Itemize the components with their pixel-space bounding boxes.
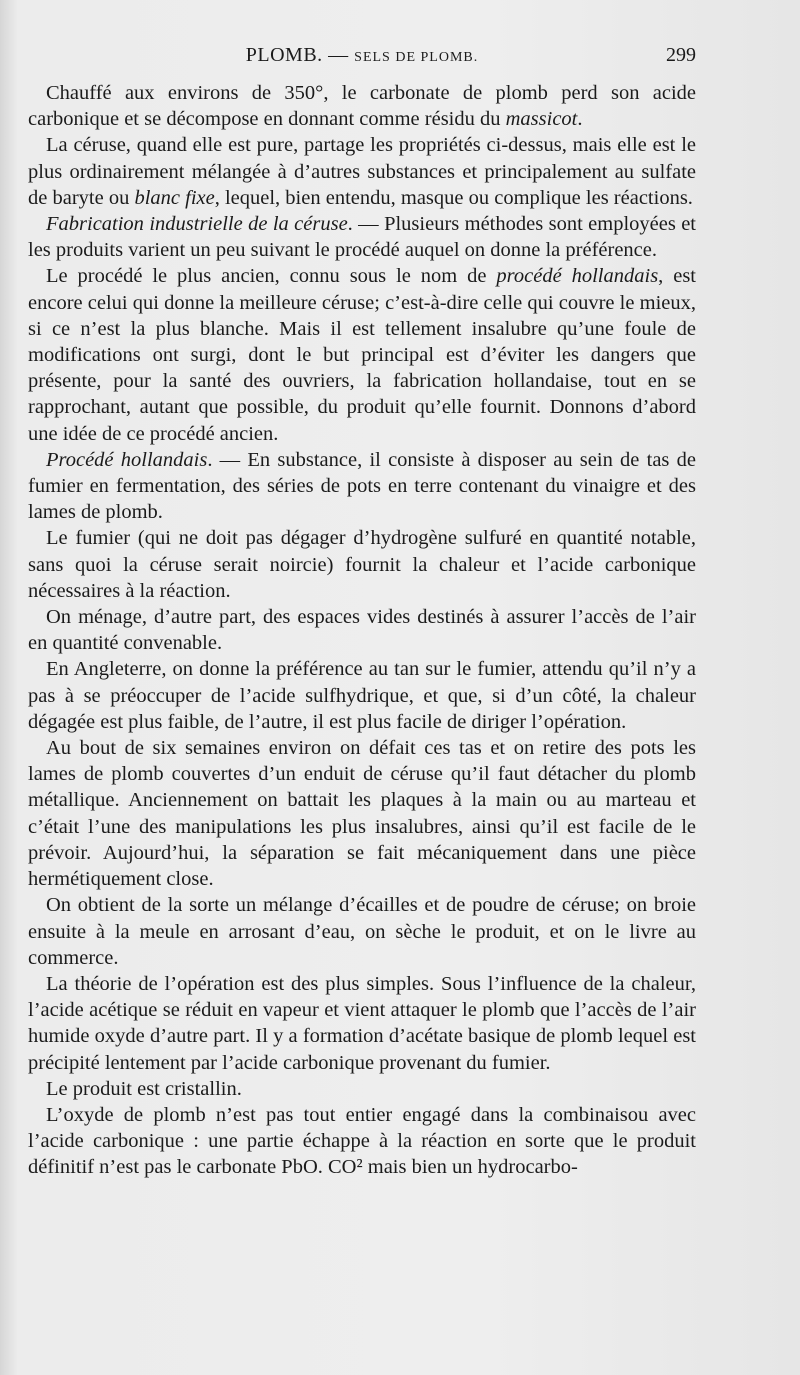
- text-run: Chauffé aux environs de 350°, le carbonate de plomb perd son acide carbonique et se décompose en donnant comme résidu du: [28, 82, 696, 131]
- paragraph: [28, 80, 696, 132]
- text-run: .: [577, 108, 583, 131]
- text-run: . — Plusieurs méthodes sont employées et les produits varient un peu suivant le procédé auquel on donne la préférence.: [28, 213, 696, 262]
- text-run: Le fumier (qui ne doit pas dégager d’hydrogène sulfuré en quantité notable, sans quoi la céruse serait noircie) fournit la chaleur et l’acide carbonique nécessaires à la réaction.: [28, 527, 696, 602]
- text-run: , lequel, bien entendu, masque ou complique les réactions.: [214, 186, 693, 209]
- paragraph: [28, 604, 696, 656]
- paragraph: [28, 1102, 696, 1181]
- italic-text: Procédé hollandais: [46, 448, 208, 471]
- text-run: En Angleterre, on donne la préférence au tan sur le fumier, attendu qu’il n’y a pas à se préoccuper de l’acide sulfhydrique, et que, si d’un côté, la chaleur dégagée est plus faible, de l’autre, il est plus facile de diriger l’opération.: [28, 658, 696, 733]
- paragraph: [28, 656, 696, 735]
- italic-text: Fabrication industrielle de la céruse: [46, 213, 348, 236]
- paragraph: [28, 892, 696, 971]
- text-run: On obtient de la sorte un mélange d’écailles et de poudre de céruse; on broie ensuite à la meule en arrosant d’eau, on sèche le produit, et on le livre au commerce.: [28, 894, 696, 969]
- paragraph: [28, 263, 696, 446]
- running-title-main: PLOMB.: [245, 44, 323, 66]
- italic-text: massicot: [505, 108, 578, 131]
- running-title-dash: —: [322, 44, 355, 66]
- page-header: [28, 44, 696, 74]
- running-title-sub: SELS DE PLOMB.: [354, 50, 479, 65]
- text-run: . — En substance, il consiste à disposer au sein de tas de fumier en fermentation, des séries de pots en terre contenant du vinaigre et des lames de plomb.: [28, 448, 696, 524]
- italic-text: procédé hollandais: [496, 265, 659, 288]
- text-run: Le procédé le plus ancien, connu sous le nom de: [46, 265, 497, 288]
- text-run: L’oxyde de plomb n’est pas tout entier engagé dans la combinaisou avec l’acide carbonique : une partie échappe à la réaction en sorte que le produit définitif n’est pas le carbonate PbO. CO² mais bien un hydrocarbo-: [28, 1103, 696, 1179]
- text-run: , est encore celui qui donne la meilleure céruse; c’est-à-dire celle qui couvre le mieux, si ce n’est la plus blanche. Mais il est tellement insalubre qu’une foule de modifications ont surgi, dont le but principal est d’éviter les dangers que présente, pour la santé des ouvriers, la fabrication hollandaise, tout en se rapprochant, autant que possible, du produit qu’elle fournit. Donnons d’abord une idée de ce procédé ancien.: [28, 265, 696, 445]
- body-text: [28, 80, 696, 1181]
- text-run: Au bout de six semaines environ on défait ces tas et on retire des pots les lames de plomb couvertes d’un enduit de céruse qu’il faut détacher du plomb métallique. Anciennement on battait les plaques à la main ou au marteau et c’était l’une des manipulations les plus insalubres, ainsi qu’il est facile de le prévoir. Aujourd’hui, la séparation se fait mécaniquement dans une pièce hermétiquement close.: [28, 737, 696, 891]
- text-run: La théorie de l’opération est des plus simples. Sous l’influence de la chaleur, l’acide acétique se réduit en vapeur et vient attaquer le plomb que l’accès de l’air humide oxyde d’autre part. Il y a formation d’acétate basique de plomb lequel est précipité lentement par l’acide carbonique provenant du fumier.: [28, 972, 696, 1074]
- paragraph: [28, 132, 696, 211]
- italic-text: blanc fixe: [134, 186, 215, 209]
- paragraph: [28, 735, 696, 892]
- text-run: On ménage, d’autre part, des espaces vides destinés à assurer l’accès de l’air en quantité convenable.: [28, 606, 696, 655]
- paragraph: [28, 971, 696, 1076]
- paragraph: [28, 1076, 696, 1102]
- paragraph: [28, 447, 696, 526]
- text-run: Le produit est cristallin.: [46, 1077, 242, 1100]
- text-run: La céruse, quand elle est pure, partage les propriétés ci-dessus, mais elle est le plus ordinairement mélangée à d’autres substances et principalement au sulfate de baryte ou: [28, 134, 696, 209]
- paragraph: [28, 525, 696, 604]
- page-number: 299: [666, 44, 696, 66]
- paragraph: [28, 211, 696, 263]
- running-title: [28, 44, 696, 67]
